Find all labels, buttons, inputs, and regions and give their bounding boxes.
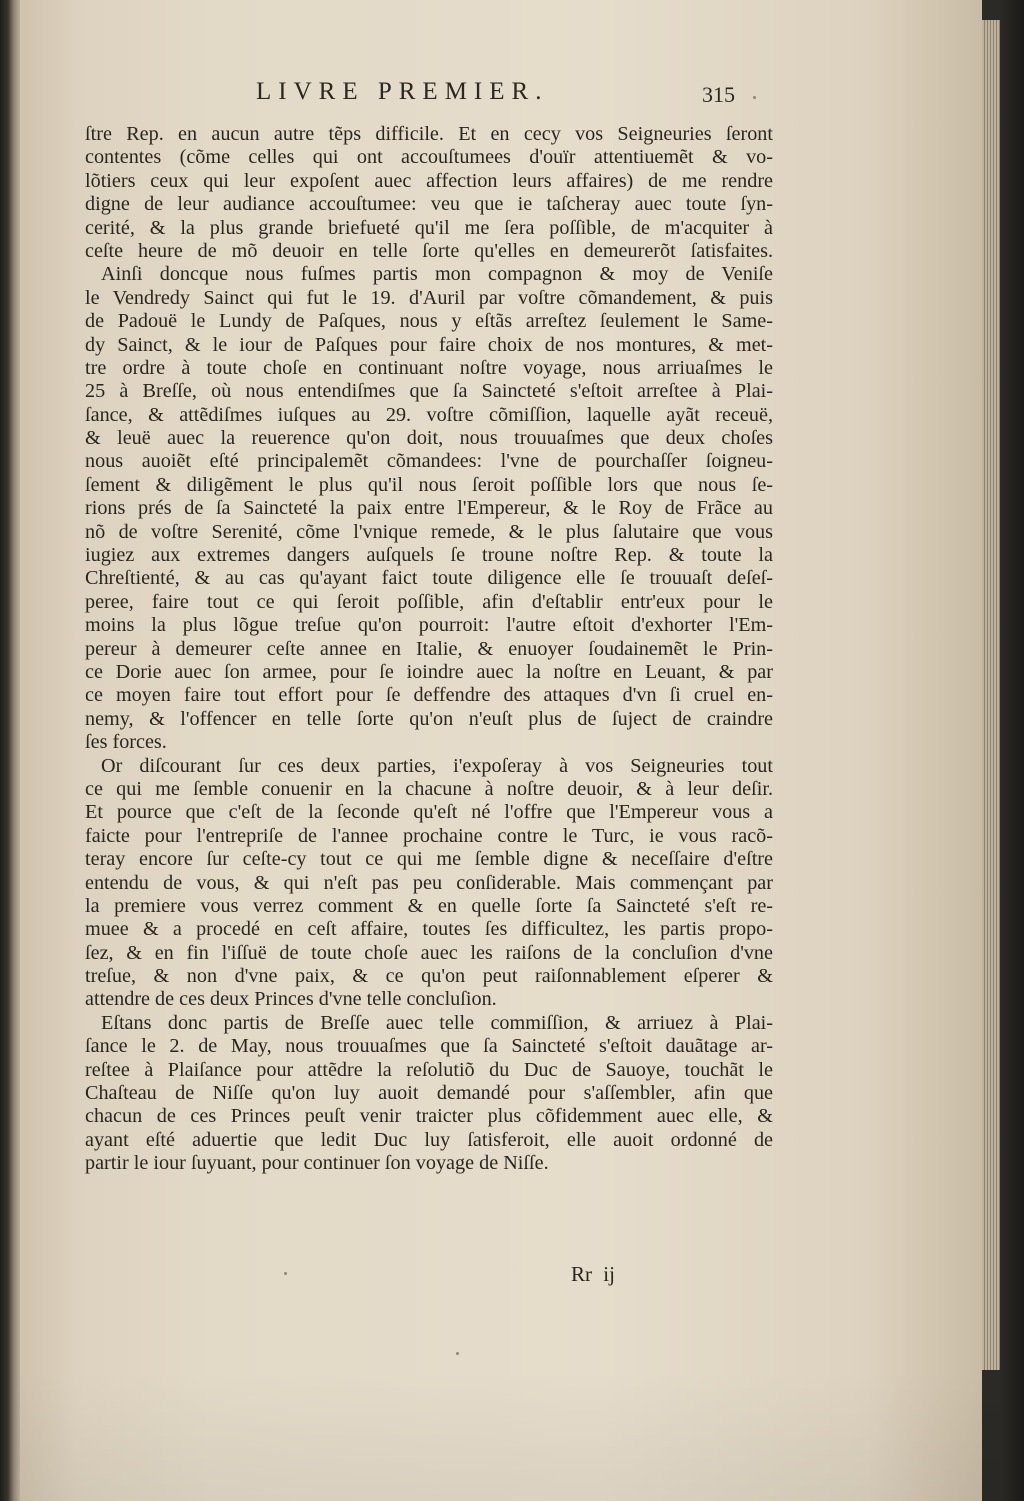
text-line: chacun de ces Princes peuſt venir traicter plus cõfidemment auec elle, & bbox=[85, 1105, 773, 1128]
text-line: treſue, & non d'vne paix, & ce qu'on peut raiſonnablement eſperer & bbox=[85, 965, 773, 988]
text-line: ſance le 2. de May, nous trouuaſmes que ſa Saincteté s'eſtoit dauãtage ar- bbox=[85, 1035, 773, 1058]
text-line: ce qui me ſemble conuenir en la chacune à noſtre deuoir, & à leur deſir. bbox=[85, 777, 773, 800]
signature-mark: Rr ij bbox=[571, 1262, 615, 1286]
text-line: ſez, & en fin l'iſſuë de toute choſe auec les raiſons de la concluſion d'vne bbox=[85, 941, 773, 964]
text-line: le Vendredy Sainct qui fut le 19. d'Auril par voſtre cõmandement, & puis bbox=[85, 286, 773, 309]
text-line: de Padouë le Lundy de Paſques, nous y eſtãs arreſtez ſeulement le Same- bbox=[85, 310, 773, 333]
text-line: Chaſteau de Niſſe qu'on luy auoit demandé pour s'aſſembler, afin que bbox=[85, 1082, 773, 1105]
text-line: teray encore ſur ceſte-cy tout ce qui me ſemble digne & neceſſaire d'eſtre bbox=[85, 848, 773, 871]
text-line: digne de leur audiance accouſtumee: veu que ie taſcheray auec toute ſyn- bbox=[85, 193, 773, 216]
paper-speck bbox=[753, 96, 756, 99]
paper-speck bbox=[284, 1272, 287, 1275]
page-number: 315 bbox=[702, 82, 735, 107]
text-line: ayant eſté aduertie que ledit Duc luy ſatisferoit, elle auoit ordonné de bbox=[85, 1128, 773, 1151]
text-line: nõ de voſtre Serenité, cõme l'vnique remede, & le plus ſalutaire que vous bbox=[85, 520, 773, 543]
text-line: la premiere vous verrez comment & en quelle ſorte ſa Saincteté s'eſt re- bbox=[85, 894, 773, 917]
text-line: ſtre Rep. en aucun autre tẽps difficile. Et en cecy vos Seigneuries ſeront bbox=[85, 123, 773, 145]
text-line: muee & a procedé en ceſt affaire, toutes ſes difficultez, les partis propo- bbox=[85, 918, 773, 941]
text-line: ſement & diligẽment le plus qu'il nous ſeroit poſſible lors que nous ſe- bbox=[85, 473, 773, 496]
text-line: ceſte heure de mõ deuoir en telle ſorte qu'elles en demeurerõt ſatisfaites. bbox=[85, 239, 773, 262]
text-line: iugiez aux extremes dangers auſquels ſe troune noſtre Rep. & toute la bbox=[85, 544, 773, 567]
text-line: reſtee à Plaiſance pour attẽdre la reſolutiõ du Duc de Sauoye, touchãt le bbox=[85, 1058, 773, 1081]
text-line: lõtiers ceux qui leur expoſent auec affection leurs affaires) de me rendre bbox=[85, 169, 773, 192]
text-line: Ainſi doncque nous fuſmes partis mon compagnon & moy de Veniſe bbox=[101, 263, 773, 286]
text-line: nous auoiẽt eſté principalemẽt cõmandees: l'vne de pourchaſſer ſoigneu- bbox=[85, 450, 773, 473]
text-line: Or diſcourant ſur ces deux parties, i'expoſeray à vos Seigneuries tout bbox=[101, 754, 773, 777]
page-shading bbox=[20, 1370, 1000, 1501]
text-line: attendre de ces deux Princes d'vne telle concluſion. bbox=[85, 988, 497, 1011]
binding-edge bbox=[1000, 0, 1024, 1501]
binding-gutter bbox=[0, 0, 20, 1501]
text-line: tre ordre à toute choſe en continuant noſtre voyage, nous arriuaſmes le bbox=[85, 356, 773, 379]
text-line: & leuë auec la reuerence qu'on doit, nous trouuaſmes que deux choſes bbox=[85, 427, 773, 450]
text-line: Et pource que c'eſt de la ſeconde qu'eſt né l'offre que l'Empereur vous a bbox=[85, 801, 773, 824]
text-line: peree, faire tout ce qui ſeroit poſſible, afin d'eſtablir entr'eux pour le bbox=[85, 590, 773, 613]
running-title: LIVRE PREMIER. bbox=[256, 78, 549, 105]
text-line: ce Dorie auec ſon armee, pour ſe ioindre auec la noſtre en Leuant, & par bbox=[85, 660, 773, 683]
text-line: 25 à Breſſe, où nous entendiſmes que ſa Saincteté s'eſtoit arreſtee à Plai- bbox=[85, 380, 773, 403]
text-line: partir le iour ſuyuant, pour continuer ſon voyage de Niſſe. bbox=[85, 1152, 549, 1175]
text-line: Chreſtienté, & au cas qu'ayant faict toute diligence elle ſe trouuaſt deſeſ- bbox=[85, 567, 773, 590]
body-text bbox=[85, 123, 773, 1176]
text-line: Eſtans donc partis de Breſſe auec telle commiſſion, & arriuez à Plai- bbox=[101, 1011, 773, 1034]
text-line: dy Sainct, & le iour de Paſques pour faire choix de nos montures, & met- bbox=[85, 333, 773, 356]
text-line: contentes (cõme celles qui ont accouſtumees d'ouïr attentiuemẽt & vo- bbox=[85, 146, 773, 169]
text-line: moins la plus lõgue treſue qu'on pourroit: l'autre eſtoit d'exhorter l'Em- bbox=[85, 614, 773, 637]
text-line: pereur à demeurer ceſte annee en Italie, & enuoyer ſoudainemẽt le Prin- bbox=[85, 637, 773, 660]
text-line: nemy, & l'offencer en telle ſorte qu'on n'euſt plus de ſuject de craindre bbox=[85, 707, 773, 730]
text-line: ce moyen faire tout effort pour ſe deffendre des attaques d'vn ſi cruel en- bbox=[85, 684, 773, 707]
text-line: ſance, & attẽdiſmes iuſques au 29. voſtre cõmiſſion, laquelle ayãt receuë, bbox=[85, 403, 773, 426]
text-line: ſes forces. bbox=[85, 731, 167, 754]
text-line: cerité, & la plus grande briefueté qu'il me ſera poſſible, de m'acquiter à bbox=[85, 216, 773, 239]
text-line: faicte pour l'entrepriſe de l'annee prochaine contre le Turc, ie vous racõ- bbox=[85, 824, 773, 847]
text-line: rions prés de ſa Saincteté la paix entre l'Empereur, & le Roy de Frãce au bbox=[85, 497, 773, 520]
text-line: entendu de vous, & qui n'eſt pas peu conſiderable. Mais commençant par bbox=[85, 871, 773, 894]
paper-speck bbox=[456, 1352, 459, 1355]
running-head bbox=[0, 78, 1024, 118]
page-edges bbox=[982, 20, 1000, 1370]
